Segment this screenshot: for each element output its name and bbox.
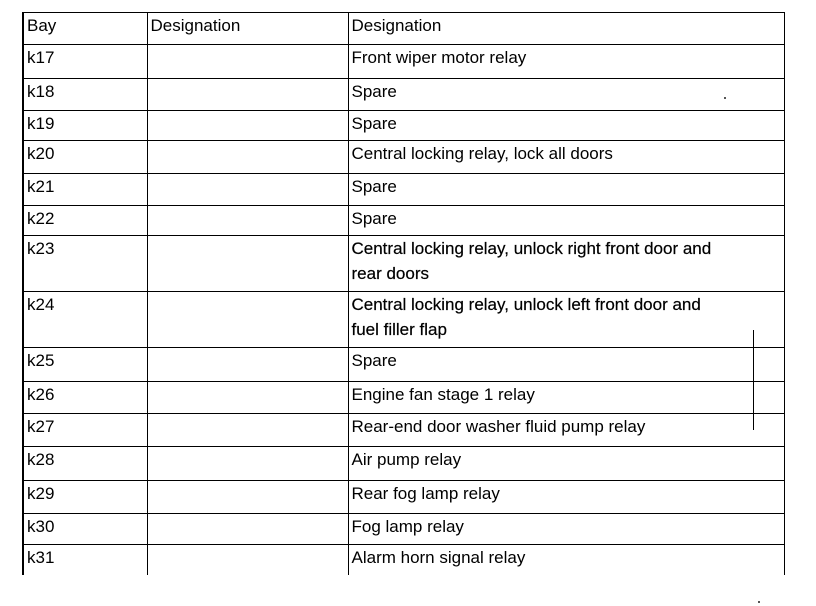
- designation-2-text: Central locking relay, unlock left front door and fuel filler flap: [351, 295, 701, 339]
- scan-artifact-dot: [724, 97, 726, 99]
- column-header-bay: Bay: [23, 13, 147, 45]
- designation-1-cell: [147, 236, 348, 292]
- bay-cell: k27: [23, 414, 147, 447]
- bay-cell: k17: [23, 45, 147, 79]
- relay-bay-table: [22, 12, 785, 575]
- table-row: [23, 111, 784, 141]
- designation-2-cell: Spare: [348, 206, 784, 236]
- designation-2-cell: Alarm horn signal relay: [348, 545, 784, 575]
- bay-cell: k29: [23, 481, 147, 514]
- designation-2-cell: Rear-end door washer fluid pump relay: [348, 414, 784, 447]
- designation-1-cell: [147, 292, 348, 348]
- table-row: [23, 236, 784, 292]
- table-row: [23, 174, 784, 206]
- designation-2-cell: Air pump relay: [348, 447, 784, 481]
- bay-cell: k24: [23, 292, 147, 348]
- bay-cell: k18: [23, 79, 147, 111]
- table-row: [23, 206, 784, 236]
- designation-2-cell: [348, 292, 784, 348]
- designation-1-cell: [147, 206, 348, 236]
- table-row: [23, 348, 784, 382]
- designation-2-cell: Central locking relay, lock all doors: [348, 141, 784, 174]
- designation-2-cell: Spare: [348, 348, 784, 382]
- table-row: [23, 292, 784, 348]
- table-row: [23, 481, 784, 514]
- table-row: [23, 45, 784, 79]
- table-row: [23, 447, 784, 481]
- designation-2-cell: Engine fan stage 1 relay: [348, 382, 784, 414]
- designation-1-cell: [147, 514, 348, 545]
- table-row: [23, 79, 784, 111]
- designation-1-cell: [147, 382, 348, 414]
- designation-2-cell: Spare: [348, 79, 784, 111]
- table-row: [23, 414, 784, 447]
- designation-1-cell: [147, 447, 348, 481]
- designation-1-cell: [147, 141, 348, 174]
- designation-2-cell: Spare: [348, 111, 784, 141]
- bay-cell: k25: [23, 348, 147, 382]
- bay-cell: k20: [23, 141, 147, 174]
- table-row: [23, 382, 784, 414]
- designation-1-cell: [147, 545, 348, 575]
- designation-1-cell: [147, 174, 348, 206]
- designation-2-cell: [348, 236, 784, 292]
- scan-artifact-dot: [758, 601, 760, 603]
- column-header-designation-1: Designation: [147, 13, 348, 45]
- designation-2-text: Central locking relay, unlock right front door and rear doors: [351, 239, 712, 283]
- bay-cell: k19: [23, 111, 147, 141]
- designation-1-cell: [147, 111, 348, 141]
- bay-cell: k28: [23, 447, 147, 481]
- table-row: [23, 545, 784, 575]
- table-row: [23, 141, 784, 174]
- bay-cell: k30: [23, 514, 147, 545]
- column-header-designation-2: Designation: [348, 13, 784, 45]
- bay-cell: k31: [23, 545, 147, 575]
- bay-cell: k23: [23, 236, 147, 292]
- designation-1-cell: [147, 414, 348, 447]
- bay-cell: k21: [23, 174, 147, 206]
- designation-2-cell: Front wiper motor relay: [348, 45, 784, 79]
- designation-1-cell: [147, 45, 348, 79]
- table-body: [23, 45, 784, 575]
- designation-2-cell: Fog lamp relay: [348, 514, 784, 545]
- table-row: [23, 514, 784, 545]
- bay-cell: k26: [23, 382, 147, 414]
- designation-1-cell: [147, 348, 348, 382]
- designation-1-cell: [147, 79, 348, 111]
- designation-2-cell: Spare: [348, 174, 784, 206]
- designation-2-cell: Rear fog lamp relay: [348, 481, 784, 514]
- scan-artifact-line: [753, 330, 754, 430]
- designation-1-cell: [147, 481, 348, 514]
- table-header-row: [23, 13, 784, 45]
- bay-cell: k22: [23, 206, 147, 236]
